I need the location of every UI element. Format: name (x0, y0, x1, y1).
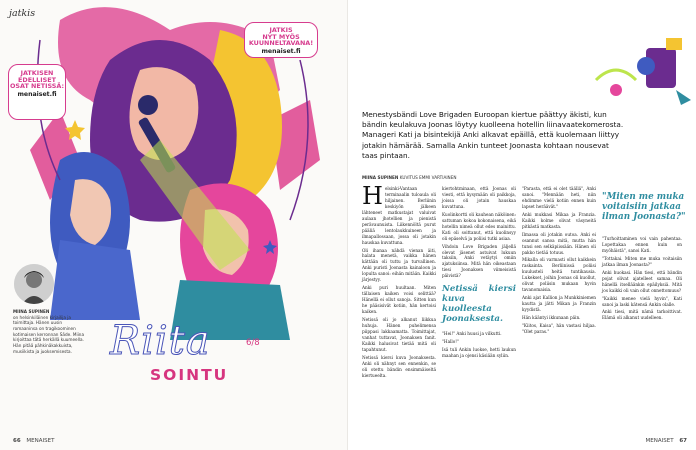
bubble-line: EDELLISET (18, 75, 56, 84)
paragraph: Anki huokasi. Hän tiesi, että bändin pojat olivat ajatelleet samaa. Oli hänellä itselläänkin epäilyksiä. Mitä jos kaikki oli vain ollut onnettomuus? (602, 269, 682, 293)
paragraph: "Parasta, että ei olet täällä", Anki sanoi. "Mennään heti, niin ehdimme vielä kotiin ennen kuin lapset heräävät." (522, 186, 596, 209)
magazine-name: MENAISET (26, 438, 55, 444)
bubble-line: JATKIS (269, 26, 293, 34)
paragraph: "Tottakai. Miten me muka voitaisiin jatkaa ilman Joonasta?" (602, 255, 682, 267)
right-footer (646, 438, 687, 444)
previous-parts-bubble[interactable] (8, 64, 66, 120)
text-column-2 (442, 186, 516, 361)
paragraph: kiertohtminaan, että Joonas oli viesti, että kysymään oli paikkoja, joissa oli jotain hauskaa kuvattuna. (442, 186, 516, 209)
paragraph: Kuolinkortti oli kauhean näköinen: sattuman kokoa kokonaisena, eikä hotellin nimeä ollut edes mainittu. Kati oli soittanut, että kuolinsyy oli epäselvä ja poliisi tutki asiaa. (442, 211, 516, 241)
paragraph: "Hei!" Anki huusi ja vilkutti. (442, 330, 502, 336)
page-number: 67 (679, 438, 687, 444)
paragraph: Hän kääntyi ikkunaan päin. (522, 315, 581, 321)
text-column-1 (362, 182, 436, 381)
text-column-3 (522, 186, 596, 337)
paragraph: Netissä oli jo alkanut liikkua huhuja. Hänen puhelimensa piippasi lakkaamatta. Toimittajat, vanhat tuttavat, Joonaksen fanit. Kaikki halusivat tietää mitä oli tapahtunut. (362, 317, 436, 352)
text-column-4 (602, 236, 682, 323)
decorative-illustration (576, 30, 696, 110)
paragraph: Vihdoin Love Brigaden jäljellä olevat jäsenet astuivat lukuun taksiin, Anki vetäytyi omiin ajatuksiinsa. Mitä hän oikeastaan tiesi Joonaksen viimeisistä päivistä? (442, 243, 516, 279)
bubble-site: menaiset.fi (261, 48, 301, 56)
right-page (348, 0, 696, 450)
author-portrait (14, 264, 54, 304)
paragraph: Mikalla oli varmasti ollut kaikkein raskainta. Berliinissä poliisi kuulusteli heitä tuntikausia. Lukekset, joihin Joonas oli kuollut, olivat poliisin mukaan hyvin tavanomaisia. (522, 257, 596, 293)
paragraph: Anki tiesi, mitä nämä tarkoittivat. Elämä oli alkanut uudelleen. (602, 309, 682, 321)
credits (362, 175, 456, 180)
story-subtitle: SOINTU (150, 366, 229, 384)
part-number: 6/8 (246, 338, 260, 348)
drop-cap: H (362, 182, 383, 210)
bio-name: MIINA SUPINEN (13, 309, 50, 314)
bubble-line: OSAT NETISSÄ: (9, 82, 65, 91)
magazine-name: MENAISET (645, 438, 674, 444)
paragraph: Anki puri huultaan. Miten tällaisen kaiken voisi selittää? Hänellä ei ollut sanoja. Sitten kun he pääsisivät kotiin, hän kertoisi kaiken. (362, 285, 436, 315)
paragraph: Anki mukkasi Mikaa ja Franzia. Kaikki kolme olivat väsyneitä pitkästä matkasta. (522, 211, 596, 229)
bio-text: on helsinkiläinen kirjailija ja toimittaja. Hänen uusin romaaninsa on tragikoominen kotimaisen kerronnan Säde. Miina kirjoittaa tätä herkällä kuumeella. Hän pitää pähkinäkakkuista, musiikista ja juoksemisesta. (13, 314, 85, 354)
paragraph: Oli ihanaa nähdä vienan äiti, halata menetä, vaikka hänen kättään oli tuttu ja turvallinen. Anki puristi Joonasta kainaloon ja lopulta sanoi: eihän mitään. Kaikki järjestyy. (362, 247, 436, 283)
paragraph: Isä tuli Ankin luokse, hetti laukun maahan ja ojensi käsiään syliin. (442, 346, 516, 358)
paragraph: "Kaikki menee vielä hyvin", Kati sanoi ja laski kätensä Ankin olalle. (602, 295, 682, 307)
bubble-line: NYT MYÖS (262, 32, 300, 41)
lead-paragraph: Menestysbändi Love Brigaden Euroopan kiertue päättyy äkisti, kun bändin keulakuva Joonas löytyy kuolleena hotellin liinavaatekomerosta. Manageri Kati ja bisintekijä Anki alkavat epäillä, että kuolemaan liittyy jotakin hämärää. Samalla Ankin tunteet Joonasta kohtaan nousevat taas pintaan. (362, 110, 624, 160)
pull-quote-right: "Miten me muka voitaisiin jatkaa ilman Joonasta?" (602, 192, 686, 223)
left-footer (9, 438, 54, 444)
story-title: Riita (110, 318, 211, 364)
podcast-bubble[interactable] (244, 22, 318, 58)
credit-illustration: KUVITUS EMMI VARTIAINEN (399, 175, 457, 180)
paragraph: "Hallo!" (442, 338, 459, 344)
paragraph: elsinki-Vantaan terminaalin tuloaula oli hiljainen. Berliinin keskiyön jälkeen lähteneet matkustajat valuivat aulaan jhotellien ja pienistä perävaunuista. Liikennöltä purut pääliä lentolaukkuineen ja ilmapallossaan, jossa oli jotakin hauskaa kuvattuna. (362, 186, 436, 245)
section-label: jatkis (9, 8, 36, 19)
pull-quote: Netissä kiersi kuva kuolleesta Joonaksesta. (442, 284, 516, 324)
paragraph: "Kiitos, Kaisa", hän vastasi hiljaa. "Olet paras." (522, 323, 596, 334)
paragraph: Netissä kiersi kuva Joonaksesta. Anki oli nähnyt sen ennenkin, se oli otettu bändin ensimmäiseltä kiertueelta. (362, 354, 436, 378)
author-bio (13, 309, 87, 354)
bubble-site: menaiset.fi (17, 91, 57, 99)
page-number: 66 (13, 438, 21, 444)
bubble-line: JATKISEN (20, 69, 54, 77)
paragraph: Anki ajat Kallion ja Munkkiniemen kautta ja jätti Mikan ja Franzin kyydistä. (522, 295, 596, 313)
bubble-line: KUUNNELTAVANA! (248, 39, 314, 48)
paragraph: Ilmassa oli jotakin outoa. Anki ei osannut sanoa mitä, mutta hän tunsi sen selkäpiissään. Hänen oli pakko tietää totuus. (522, 231, 596, 255)
credit-author: MIINA SUPINEN (362, 175, 399, 180)
paragraph: "Turhoittaminen voi vain pahentaa. Lopettakaa ennen kuin on myöhäistä", sanoi Kati. (602, 236, 682, 253)
